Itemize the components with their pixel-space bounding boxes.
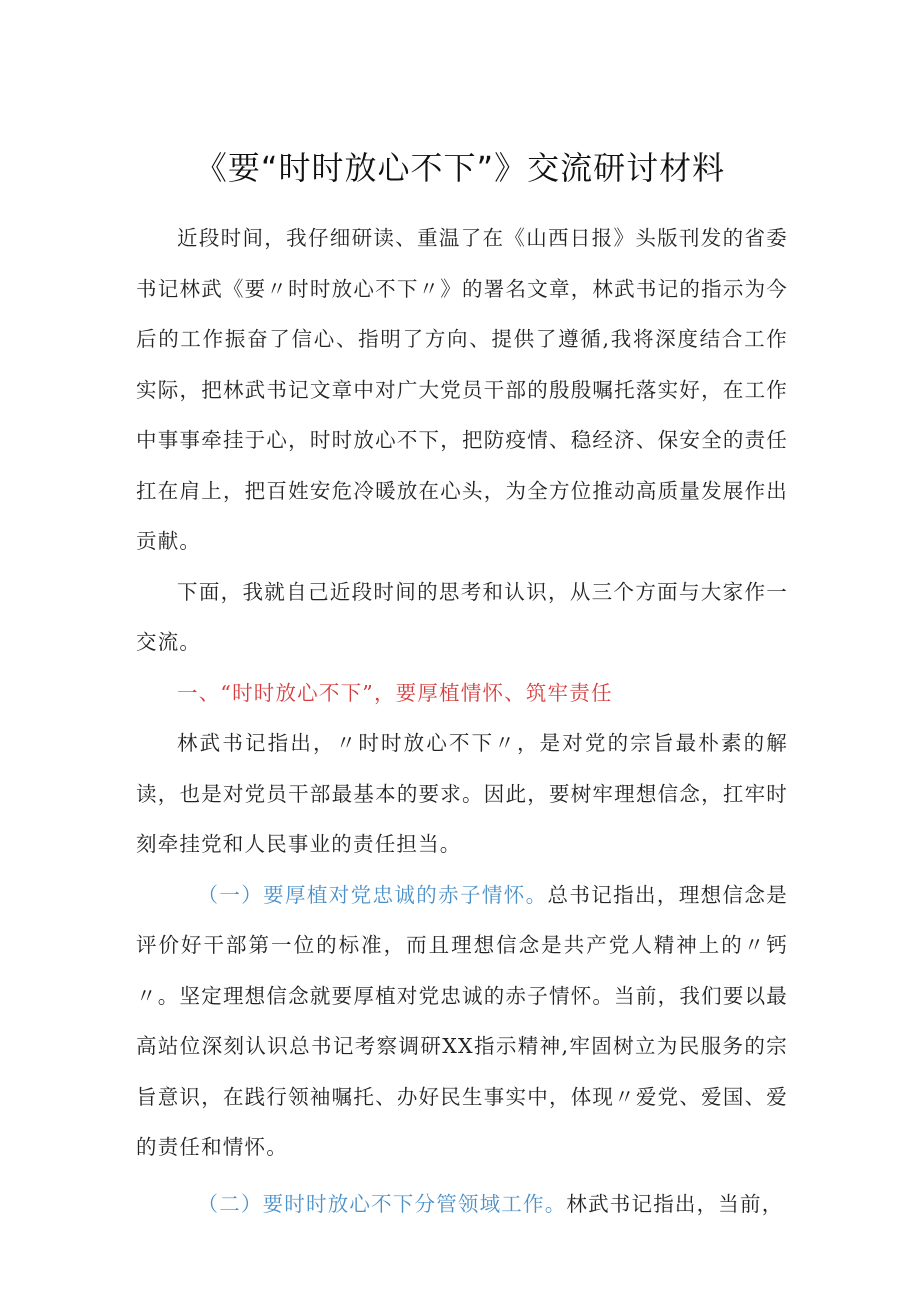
intro-paragraph: 近段时间，我仔细研读、重温了在《山西日报》头版刊发的省委书记林武《要〃时时放心不下〃》的署名文章，林武书记的指示为今后的工作振奋了信心、指明了方向、提供了遵循,我将深度结合工作实际，把林武书记文章中对广大党员干部的殷殷嘱托落实好，在工作中事事牵挂于心，时时放心不下，把防疫情、稳经济、保安全的责任扛在肩上，把百姓安危冷暖放在心头，为全方位推动高质量发展作出贡献。	[136, 226, 788, 553]
document-body	[136, 213, 788, 1229]
section-1-paragraph: 林武书记指出，〃时时放心不下〃，是对党的宗旨最朴素的解读，也是对党员干部最基本的要求。因此，要树牢理想信念，扛牢时刻牵挂党和人民事业的责任担当。	[136, 731, 788, 856]
subsection-1-paragraph	[136, 870, 788, 1173]
section-1-heading: 一、“时时放心不下”，要厚植情怀、筑牢责任	[177, 680, 613, 705]
subsection-1-text: 总书记指出，理想信念是评价好干部第一位的标准，而且理想信念是共产党人精神上的〃钙〃。坚定理想信念就要厚植对党忠诚的赤子情怀。当前，我们要以最高站位深刻认识总书记考察调研XX指示精神,牢固树立为民服务的宗旨意识，在践行领袖嘱托、办好民生事实中，体现〃爱党、爱国、爱的责任和情怀。	[136, 882, 788, 1159]
subsection-2-heading: （二）要时时放心不下分管领域工作。	[197, 1191, 567, 1216]
subsection-2-paragraph	[136, 1179, 788, 1230]
subsection-2-text: 林武书记指出，当前，	[566, 1191, 784, 1216]
transition-paragraph: 下面，我就自己近段时间的思考和认识，从三个方面与大家作一交流。	[136, 579, 788, 654]
subsection-1-heading: （一）要厚植对党忠诚的赤子情怀。	[197, 882, 548, 907]
document-title: 《要“时时放心不下”》交流研讨材料	[194, 149, 726, 187]
